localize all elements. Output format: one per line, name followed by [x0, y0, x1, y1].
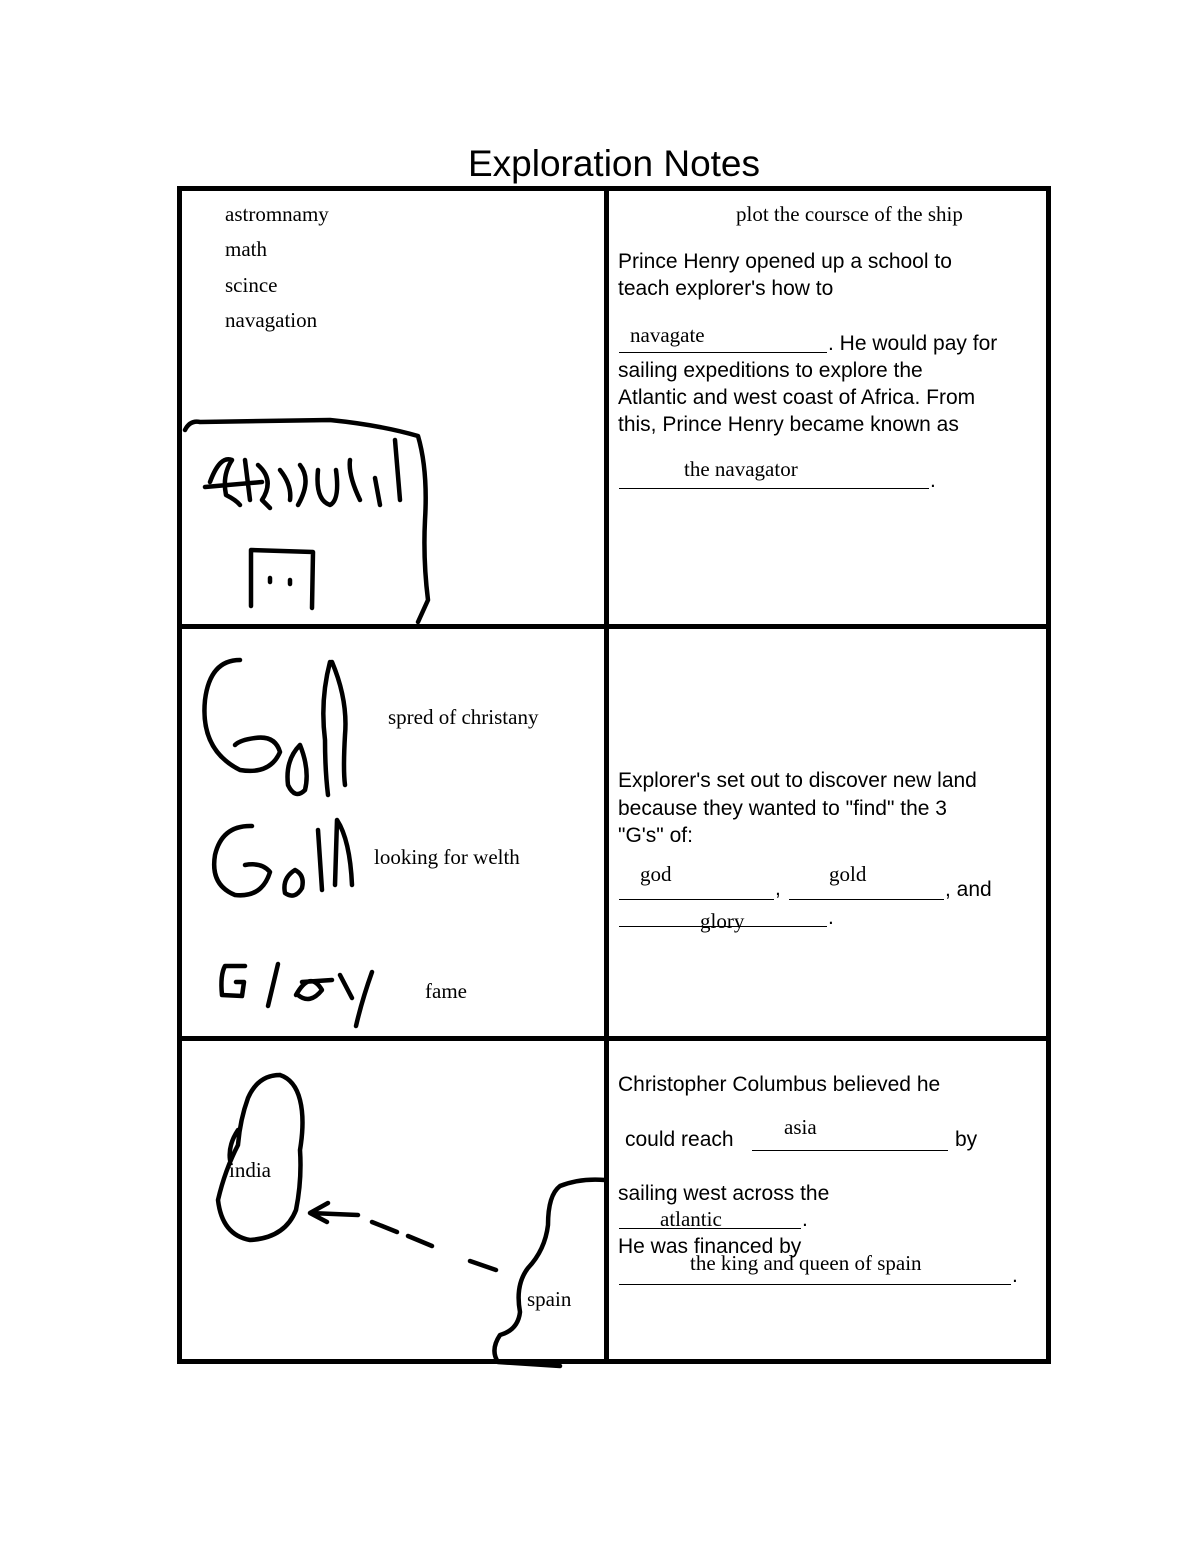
spain-label: spain: [527, 1287, 572, 1311]
period: .: [930, 469, 936, 492]
three-gs-line-1: Explorer's set out to discover new land: [618, 769, 977, 792]
answer-asia: asia: [784, 1115, 817, 1139]
and-text: , and: [945, 878, 992, 901]
answer-glory: glory: [700, 909, 745, 933]
blank-asia-line: [752, 1150, 948, 1151]
blank-gold-line: [789, 899, 944, 900]
prince-henry-line-2: teach explorer's how to: [618, 277, 834, 300]
answer-king-queen: the king and queen of spain: [690, 1251, 922, 1275]
blank-god-line: [619, 899, 774, 900]
prince-henry-line-1: Prince Henry opened up a school to: [618, 250, 952, 273]
grid-border-right: [1046, 186, 1051, 1364]
prince-henry-line-5: Atlantic and west coast of Africa. From: [618, 386, 976, 409]
gold-note: looking for welth: [374, 845, 520, 869]
period: .: [802, 1208, 808, 1231]
grid-border-bottom: [177, 1359, 1051, 1364]
period: .: [1012, 1264, 1018, 1287]
answer-god: god: [640, 862, 672, 886]
answer-navigate: navagate: [630, 323, 705, 347]
prince-henry-line-6: this, Prince Henry became known as: [618, 413, 959, 436]
grid-border-left: [177, 186, 182, 1364]
glory-note: fame: [425, 979, 467, 1003]
period: .: [828, 906, 834, 929]
comma: ,: [775, 877, 781, 900]
blank-king-queen-line: [619, 1284, 1011, 1285]
subject-astronomy: astromnamy: [225, 202, 329, 226]
columbus-line-1: Christopher Columbus believed he: [618, 1073, 941, 1096]
answer-gold: gold: [829, 862, 867, 886]
answer-atlantic: atlantic: [660, 1207, 722, 1231]
answer-navigator: the navagator: [684, 457, 798, 481]
columbus-line-3: sailing west across the: [618, 1182, 830, 1205]
subject-navigation: navagation: [225, 308, 318, 332]
three-gs-line-3: "G's" of:: [618, 824, 693, 847]
grid-border-top: [177, 186, 1051, 191]
by-text: by: [955, 1128, 978, 1151]
columbus-line-2: could reach: [625, 1128, 734, 1151]
blank-navigator-line: [619, 488, 929, 489]
prince-henry-line-4: sailing expeditions to explore the: [618, 359, 923, 382]
prince-henry-line-3: . He would pay for: [828, 332, 998, 355]
india-label: india: [229, 1158, 271, 1182]
plot-course-note: plot the coursce of the ship: [736, 202, 963, 226]
grid-divider-vertical: [604, 186, 609, 1364]
three-gs-line-2: because they wanted to "find" the 3: [618, 797, 947, 820]
page-title: Exploration Notes: [467, 143, 761, 184]
grid-divider-row-2: [177, 1036, 1051, 1041]
grid-divider-row-1: [177, 624, 1051, 629]
columbus-line-4: He was financed by: [618, 1235, 802, 1258]
blank-navigate-line: [619, 352, 827, 353]
god-note: spred of christany: [388, 705, 539, 729]
subject-science: scince: [225, 273, 278, 297]
subject-math: math: [225, 237, 267, 261]
